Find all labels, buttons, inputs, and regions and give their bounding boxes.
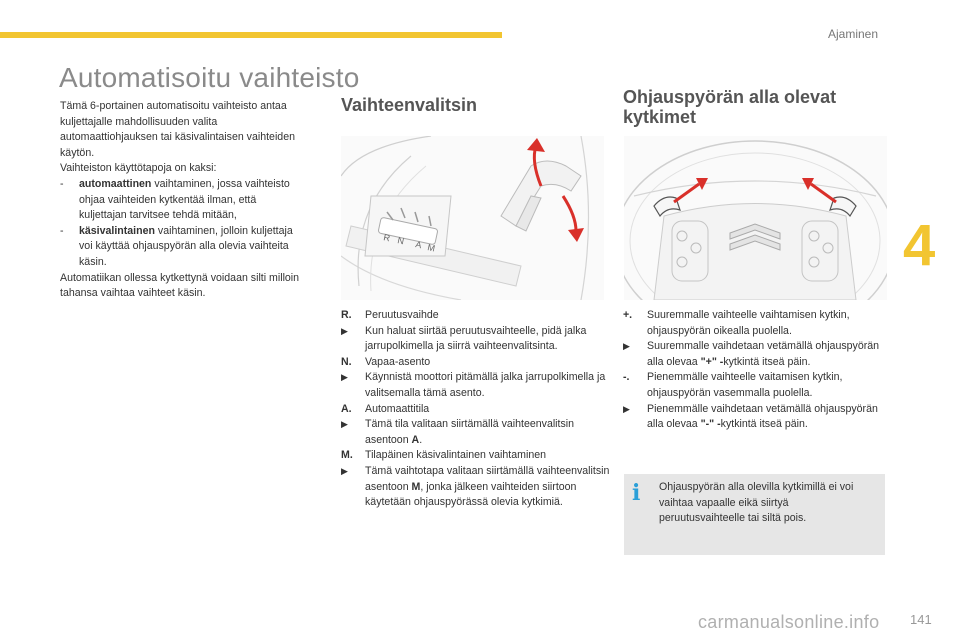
gate-label-n: N <box>396 235 406 247</box>
bullet-icon: ▶ <box>341 465 348 476</box>
definition-row <box>341 448 611 464</box>
gate-label-m: M <box>426 242 436 254</box>
list-item-bold: automaattinen <box>79 177 152 190</box>
watermark: carmanualsonline.info <box>698 612 880 632</box>
intro-paragraph: Vaihteiston käyttötapoja on kaksi: <box>60 162 217 175</box>
bullet-icon: ▶ <box>623 341 630 352</box>
definition-text: Automaattitila <box>365 402 430 415</box>
info-icon: i <box>632 480 641 506</box>
page-title: Automatisoitu vaihteisto <box>59 62 360 93</box>
info-text: Ohjauspyörän alla olevilla kytkimillä ei voi vaihtaa vapaalle eikä siirtyä peruutusvaihteelle tai siltä pois. <box>659 481 854 525</box>
definition-row <box>623 339 888 370</box>
definition-key: A. <box>341 402 352 415</box>
definition-text: Pienemmälle vaihdetaan vetämällä ohjauspyörän alla olevaa "-" -kytkintä itseä päin. <box>647 402 878 431</box>
list-item-text: vaihtaminen, jossa vaihteisto ohjaa vaihteiden kytkentää ilman, että kuljettajan tarvitsee tehdä mitään, <box>79 177 290 222</box>
definition-key: N. <box>341 355 352 368</box>
paddle-definitions <box>623 308 888 433</box>
definition-text: Peruutusvaihde <box>365 309 439 321</box>
page-number: 141 <box>910 612 932 627</box>
intro-text <box>60 99 300 302</box>
paddles-title: Ohjauspyörän alla olevat kytkimet <box>623 87 837 127</box>
definition-row <box>623 370 888 401</box>
steering-wheel-drawing <box>624 136 887 300</box>
gate-label-a: A <box>414 239 423 251</box>
list-dash: - <box>60 224 64 237</box>
chapter-number: 4 <box>903 213 936 278</box>
definition-row <box>341 370 611 401</box>
bullet-icon: ▶ <box>341 372 348 383</box>
definition-row <box>623 308 888 339</box>
definition-text: Tämä tila valitaan siirtämällä vaihteenvalitsin asentoon A. <box>365 418 575 446</box>
list-item-text: vaihtaminen, jolloin kuljettaja voi käyttää ohjauspyörän alla olevia vaihteita käsin. <box>79 224 293 268</box>
intro-list-item <box>60 177 300 224</box>
selector-definitions <box>341 308 611 511</box>
definition-row <box>341 308 611 324</box>
definition-row <box>341 355 611 371</box>
definition-row <box>623 402 888 433</box>
header-accent-bar <box>0 32 502 38</box>
intro-paragraph: Automatiikan ollessa kytkettynä voidaan silti milloin tahansa vaihtaa vaihteet käsin. <box>60 271 300 300</box>
definition-text: Tämä vaihtotapa valitaan siirtämällä vaihteenvalitsin asentoon M, jonka jälkeen vaihteiden siirtoon käytetään ohjauspyörässä olevia kytkimiä. <box>365 464 610 509</box>
gear-selector-illustration <box>341 136 604 300</box>
definition-text: Käynnistä moottori pitämällä jalka jarrupolkimella ja valitsemalla tämä asento. <box>365 371 606 399</box>
gear-selector-drawing <box>341 136 604 300</box>
definition-text: Tilapäinen käsivalintainen vaihtaminen <box>365 449 546 462</box>
intro-list-item <box>60 224 300 271</box>
intro-paragraph: Tämä 6-portainen automatisoitu vaihteisto antaa kuljettajalle mahdollisuuden valita automaattiohjauksen tai käsivalintaisen vaihteiden käytön. <box>60 100 295 159</box>
section-name: Ajaminen <box>828 27 879 41</box>
definition-key: R. <box>341 309 352 321</box>
definition-text: Suuremmalle vaihteelle vaihtamisen kytkin, ohjauspyörän oikealla puolella. <box>647 309 850 337</box>
definition-row <box>341 324 611 355</box>
bullet-icon: ▶ <box>623 403 630 414</box>
bullet-icon: ▶ <box>341 419 348 430</box>
definition-key: M. <box>341 449 353 462</box>
definition-key: +. <box>623 309 633 321</box>
definition-row <box>341 464 611 511</box>
definition-row <box>341 402 611 418</box>
definition-text: Kun haluat siirtää peruutusvaihteelle, pidä jalka jarrupolkimella ja siirrä vaihteenvalitsinta. <box>365 324 587 353</box>
definition-key: -. <box>623 371 630 384</box>
definition-text: Suuremmalle vaihdetaan vetämällä ohjauspyörän alla olevaa "+" -kytkintä itseä päin. <box>647 340 880 368</box>
definition-row <box>341 417 611 448</box>
list-item-bold: käsivalintainen <box>79 224 155 237</box>
definition-text: Pienemmälle vaihteelle vaitamisen kytkin, ohjauspyörän vasemmalla puolella. <box>647 371 843 399</box>
steering-wheel-illustration <box>624 136 887 300</box>
bullet-icon: ▶ <box>341 325 348 336</box>
definition-text: Vapaa-asento <box>365 355 431 368</box>
gate-label-r: R <box>382 232 392 244</box>
list-dash: - <box>60 177 64 190</box>
info-box <box>624 474 885 555</box>
selector-title: Vaihteenvalitsin <box>341 95 478 115</box>
